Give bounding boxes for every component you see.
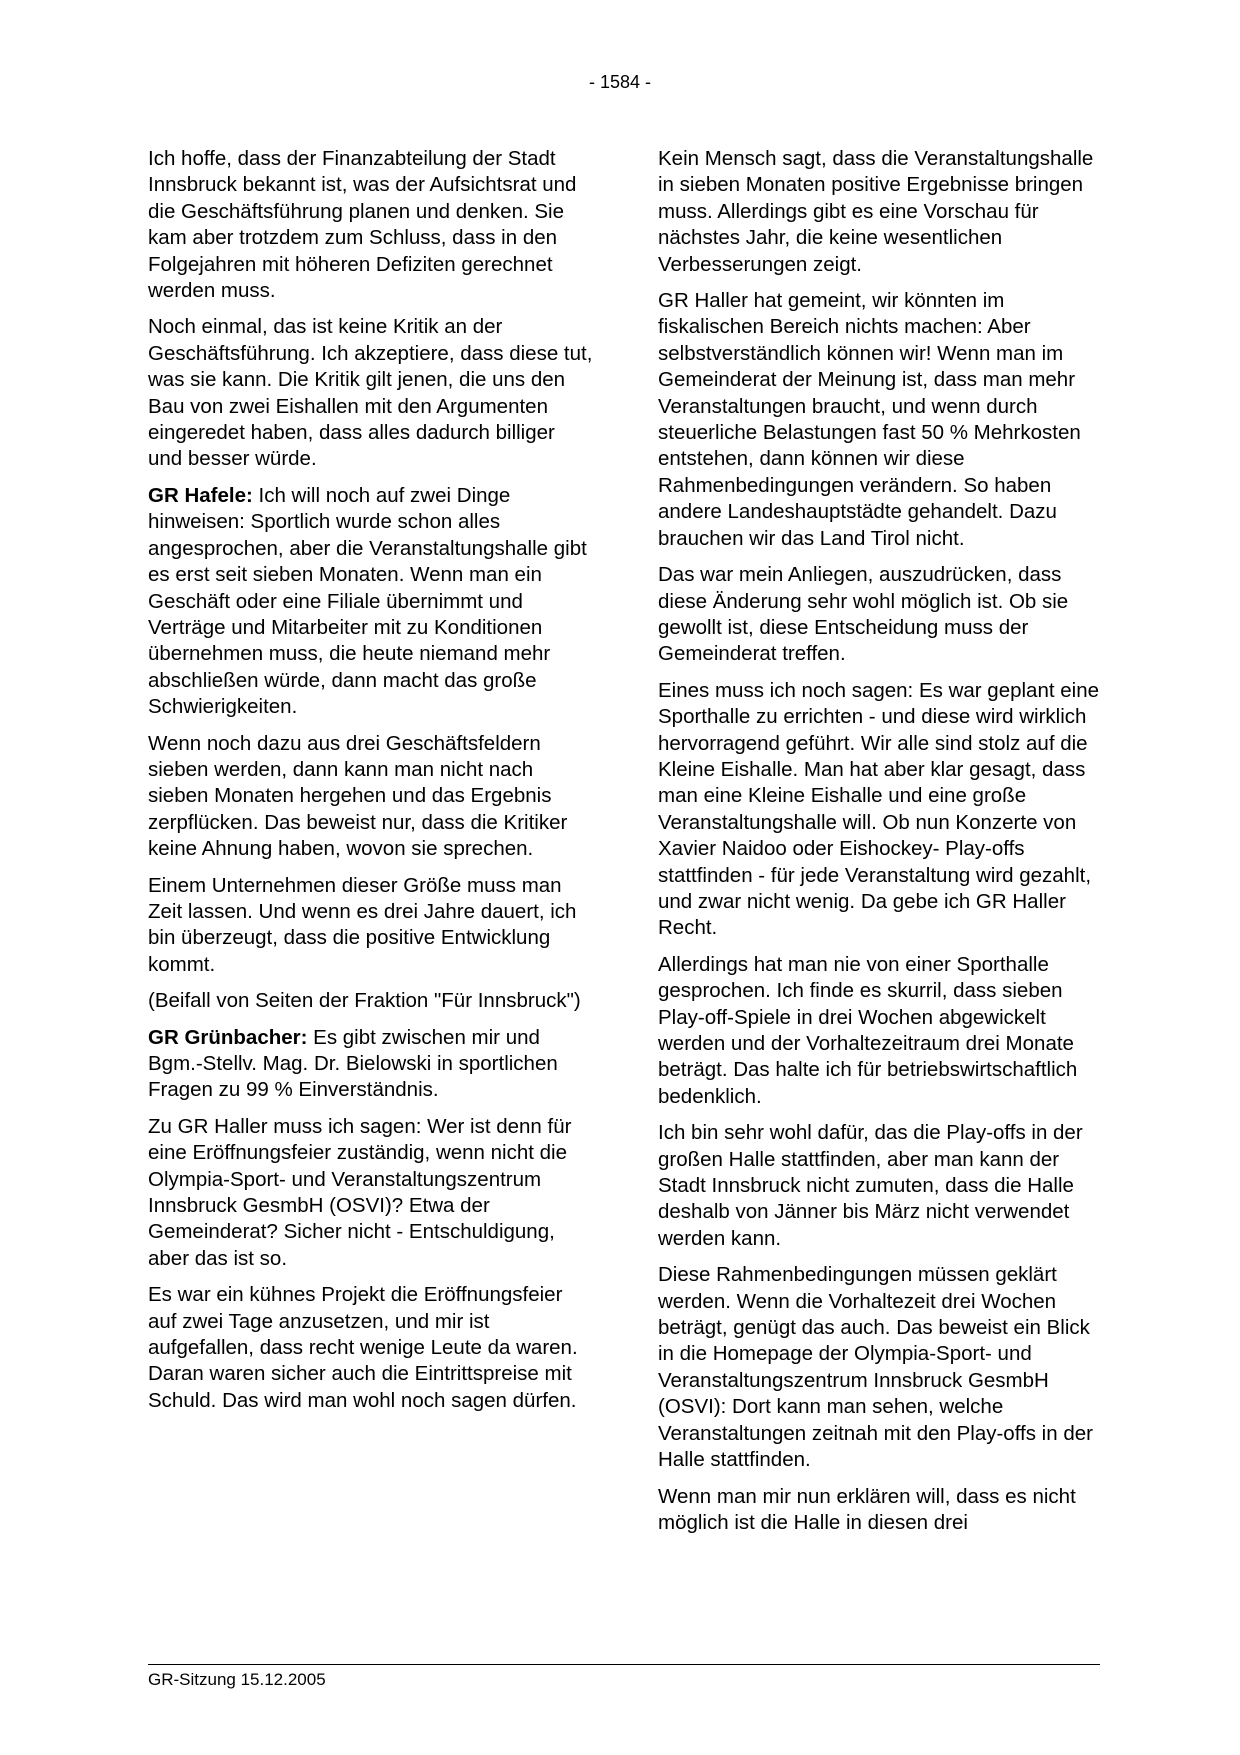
applause-note: (Beifall von Seiten der Fraktion "Für Innsbruck") [148, 989, 581, 1013]
paragraph: Diese Rahmenbedingungen müssen geklärt werden. Wenn die Vorhaltezeit drei Wochen beträgt, genügt das auch. Das beweist ein Blick in die Homepage der Olympia-Sport- und Veranstaltungszentrum Innsbruck GesmbH (OSVI): Dort kann man sehen, welche Veranstaltungen zeitnah mit den Play-offs in der Halle stattfinden. [658, 1263, 1093, 1472]
paragraph: Wenn noch dazu aus drei Geschäftsfeldern sieben werden, dann kann man nicht nach sieben Monaten hergehen und das Ergebnis zerpflücken. Das beweist nur, dass die Kritiker keine Ahnung haben, wovon sie sprechen. [148, 731, 568, 861]
speech-paragraph [148, 483, 593, 721]
paragraph: Allerdings hat man nie von einer Sporthalle gesprochen. Ich finde es skurril, dass sieben Play-off-Spiele in drei Wochen abgewickelt werden und der Vorhaltezeitraum drei Monate beträgt. Das halte ich für betriebswirtschaftlich bedenklich. [658, 952, 1078, 1108]
paragraph: Wenn man mir nun erklären will, dass es nicht möglich ist die Halle in diesen drei [658, 1484, 1076, 1534]
paragraph: Zu GR Haller muss ich sagen: Wer ist denn für eine Eröffnungsfeier zuständig, wenn nicht die Olympia-Sport- und Veranstaltungszentrum Innsbruck GesmbH (OSVI)? Etwa der Gemeinderat? Sicher nicht - Entschuldigung, aber das ist so. [148, 1114, 572, 1270]
paragraph: Eines muss ich noch sagen: Es war geplant eine Sporthalle zu errichten - und diese wird wirklich hervorragend geführt. Wir alle sind stolz auf die Kleine Eishalle. Man hat aber klar gesagt, dass man eine Kleine Eishalle und eine große Veranstaltungshalle will. Ob nun Konzerte von Xavier Naidoo oder Eishockey- Play-offs stattfinden - für jede Veranstaltung wird gezahlt, und zwar nicht wenig. Da gebe ich GR Haller Recht. [658, 678, 1100, 940]
paragraph: Es war ein kühnes Projekt die Eröffnungsfeier auf zwei Tage anzusetzen, und mir ist aufgefallen, dass recht wenige Leute da waren. Daran waren sicher auch die Eintrittspreise mit Schuld. Das wird man wohl noch sagen dürfen. [148, 1283, 578, 1412]
footer-session-date: GR-Sitzung 15.12.2005 [148, 1670, 326, 1689]
footer-divider [148, 1664, 1100, 1665]
paragraph: Noch einmal, das ist keine Kritik an der Geschäftsführung. Ich akzeptiere, dass diese tut, was sie kann. Die Kritik gilt jenen, die uns den Bau von zwei Eishallen mit den Argumenten eingeredet haben, dass alles dadurch billiger und besser würde. [148, 315, 593, 471]
speech-text: Ich will noch auf zwei Dinge hinweisen: Sportlich wurde schon alles angesprochen, aber die Veranstaltungshalle gibt es erst seit sieben Monaten. Wenn man ein Geschäft oder eine Filiale übernimmt und Verträge und Mitarbeiter mit zu Konditionen übernehmen muss, die heute niemand mehr abschließen würde, dann macht das große Schwierigkeiten. [148, 483, 587, 719]
speech-paragraph [148, 1025, 593, 1104]
speech-text: Es gibt zwischen mir und Bgm.-Stellv. Mag. Dr. Bielowski in sportlichen Fragen zu 99 % Einverständnis. [148, 1025, 558, 1102]
page-number: - 1584 - [588, 72, 652, 92]
speaker-name: GR Grünbacher: [148, 1025, 308, 1049]
paragraph: Ich bin sehr wohl dafür, das die Play-offs in der großen Halle stattfinden, aber man kann der Stadt Innsbruck nicht zumuten, dass die Halle deshalb von Jänner bis März nicht verwendet werden kann. [658, 1121, 1083, 1250]
speaker-name: GR Hafele: [148, 483, 253, 507]
right-column [658, 146, 1103, 1546]
paragraph: Das war mein Anliegen, auszudrücken, dass diese Änderung sehr wohl möglich ist. Ob sie gewollt ist, diese Entscheidung muss der Gemeinderat treffen. [658, 563, 1069, 666]
paragraph: Einem Unternehmen dieser Größe muss man Zeit lassen. Und wenn es drei Jahre dauert, ich bin überzeugt, dass die positive Entwicklung kommt. [148, 873, 577, 976]
paragraph: Ich hoffe, dass der Finanzabteilung der Stadt Innsbruck bekannt ist, was der Aufsichtsrat und die Geschäftsführung planen und denken. Sie kam aber trotzdem zum Schluss, dass in den Folgejahren mit höheren Defiziten gerechnet werden muss. [148, 147, 577, 303]
paragraph: GR Haller hat gemeint, wir könnten im fiskalischen Bereich nichts machen: Aber selbstverständlich können wir! Wenn man im Gemeinderat der Meinung ist, dass man mehr Veranstaltungen braucht, und wenn durch steuerliche Belastungen fast 50 % Mehrkosten entstehen, dann können wir diese Rahmenbedingungen verändern. So haben andere Landeshauptstädte gehandelt. Dazu brauchen wir das Land Tirol nicht. [658, 289, 1081, 550]
left-column [148, 146, 593, 1424]
paragraph: Kein Mensch sagt, dass die Veranstaltungshalle in sieben Monaten positive Ergebnisse bringen muss. Allerdings gibt es eine Vorschau für nächstes Jahr, die keine wesentlichen Verbesserungen zeigt. [658, 147, 1094, 276]
